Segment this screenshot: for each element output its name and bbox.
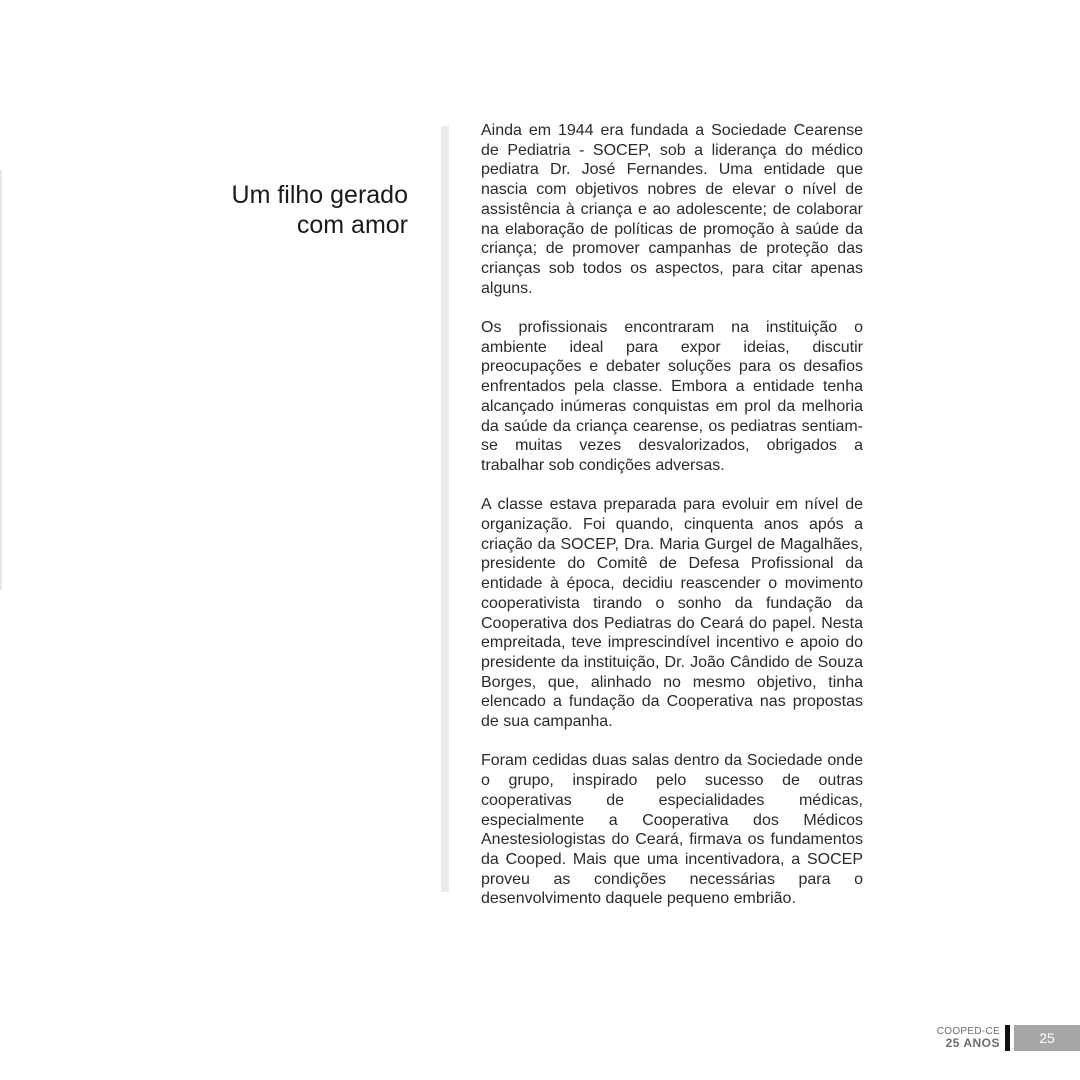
page-number: 25 <box>1014 1025 1080 1051</box>
section-title-line1: Um filho gerado <box>231 181 408 209</box>
brand-name: COOPED-CE <box>936 1026 1000 1037</box>
brand-bar <box>1005 1025 1010 1051</box>
section-title <box>148 180 408 240</box>
footer-brand <box>937 1025 1005 1051</box>
brand-anniversary: 25 ANOS <box>945 1036 1000 1050</box>
paragraph-1: Ainda em 1944 era fundada a Sociedade Cearense de Pediatria - SOCEP, sob a liderança do médico pediatra Dr. José Fernandes. Uma entidade que nascia com objetivos nobres de elevar o nível de assistência à criança e ao adolescente; de colaborar na elaboração de políticas de promoção à saúde da criança; de promover campanhas de proteção das crianças sob todos os aspectos, para citar apenas alguns. <box>481 122 863 297</box>
paragraph-2: Os profissionais encontraram na instituição o ambiente ideal para expor ideias, discutir preocupações e debater soluções para os desafios enfrentados pela classe. Embora a entidade tenha alcançado inúmeras conquistas em prol da melhoria da saúde da criança cearense, os pediatras sentiam-se muitas vezes desvalorizados, obrigados a trabalhar sob condições adversas. <box>481 319 863 474</box>
section-title-line2: com amor <box>296 211 408 239</box>
paragraph-4: Foram cedidas duas salas dentro da Sociedade onde o grupo, inspirado pelo sucesso de outras cooperativas de especialidades médicas, especialmente a Cooperativa dos Médicos Anestesiologistas do Ceará, firmava os fundamentos da Cooped. Mais que uma incentivadora, a SOCEP proveu as condições necessárias para o desenvolvimento daquele pequeno embrião. <box>481 752 863 908</box>
article-body <box>481 121 863 909</box>
vertical-divider <box>441 126 449 892</box>
left-edge-line <box>0 170 2 590</box>
paragraph-3: A classe estava preparada para evoluir em nível de organização. Foi quando, cinquenta anos após a criação da SOCEP, Dra. Maria Gurgel de Magalhães, presidente do Comitê de Defesa Profissional da entidade à época, decidiu reascender o movimento cooperativista tirando o sonho da fundação da Cooperativa dos Pediatras do Ceará do papel. Nesta empreitada, teve imprescindível incentivo e apoio do presidente da instituição, Dr. João Cândido de Souza Borges, que, alinhado no mesmo objetivo, tinha elencado a fundação da Cooperativa nas propostas de sua campanha. <box>481 496 863 731</box>
page-footer <box>937 1025 1080 1051</box>
